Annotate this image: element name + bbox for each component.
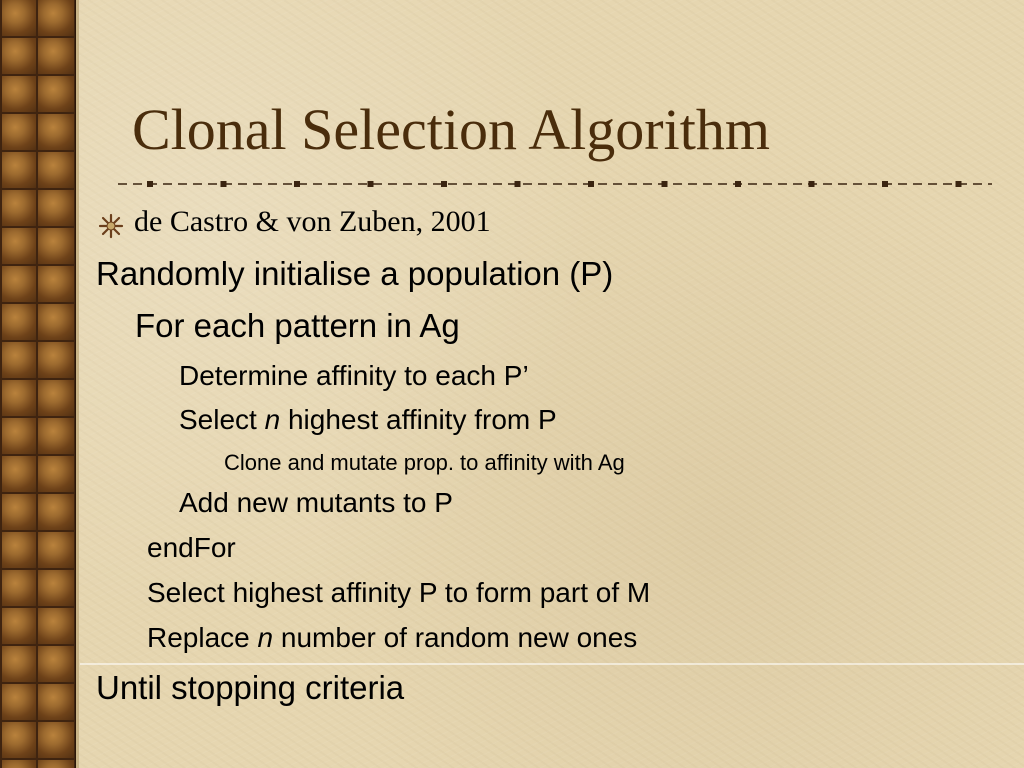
line-select-highest: [179, 404, 557, 436]
rule-dot: [147, 181, 153, 187]
rule-dot: [735, 181, 741, 187]
rule-dot: [294, 181, 300, 187]
line-replace-part-b: number of random new ones: [273, 622, 638, 653]
star-burst-icon: [98, 213, 124, 239]
line-randomly-initialise: Randomly initialise a population (P): [96, 255, 614, 292]
line-replace-part-a: Replace: [147, 622, 258, 653]
subtitle-citation: de Castro & von Zuben, 2001: [134, 205, 491, 238]
rule-dot: [441, 181, 447, 187]
rule-dot: [221, 181, 227, 187]
line-add-mutants: Add new mutants to P: [179, 487, 453, 518]
line-select-variable: n: [264, 404, 281, 435]
line-for-each-pattern: For each pattern in Ag: [135, 307, 460, 344]
rule-dot: [956, 181, 962, 187]
strip-divider: [76, 0, 79, 768]
line-select-part-b: highest affinity from P: [280, 404, 557, 435]
line-clone-and-mutate: Clone and mutate prop. to affinity with Ag: [224, 450, 625, 475]
line-determine-affinity: Determine affinity to each P’: [179, 360, 529, 391]
line-select-to-form-m: Select highest affinity P to form part of M: [147, 577, 651, 608]
line-endfor: endFor: [147, 532, 236, 563]
decorative-side-strip: [0, 0, 76, 768]
line-until-stopping: Until stopping criteria: [96, 669, 405, 706]
rule-dot: [882, 181, 888, 187]
line-replace-random: [147, 622, 637, 654]
horizontal-highlight-line: [80, 663, 1024, 665]
rule-dot: [368, 181, 374, 187]
line-select-part-a: Select: [179, 404, 265, 435]
rule-dot: [809, 181, 815, 187]
rule-dot: [588, 181, 594, 187]
rule-dot: [515, 181, 521, 187]
title-divider-rule: [118, 176, 992, 192]
line-replace-variable: n: [257, 622, 274, 653]
rule-dot: [662, 181, 668, 187]
slide-title: Clonal Selection Algorithm: [132, 97, 770, 162]
